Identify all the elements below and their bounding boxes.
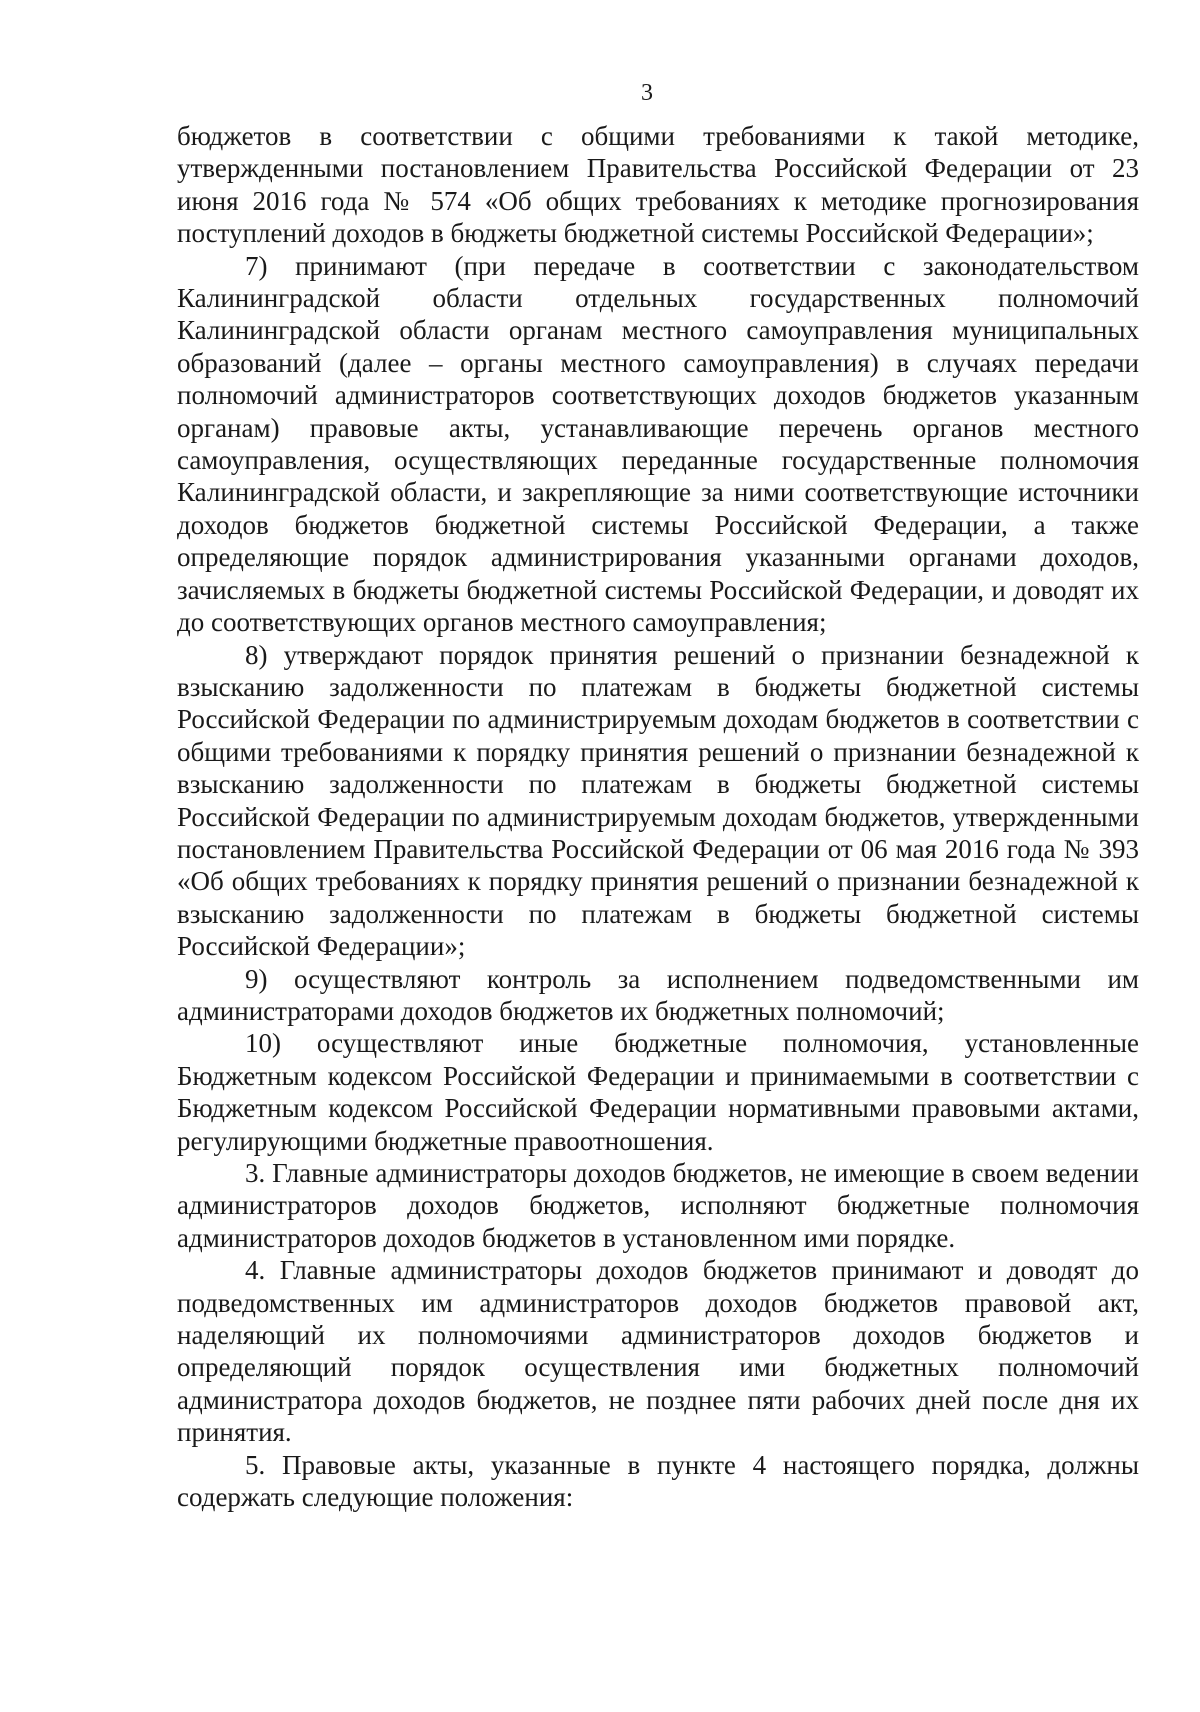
paragraph-item-10: 10) осуществляют иные бюджетные полномочия, установленные Бюджетным кодексом Российской Федерации и принимаемыми в соответствии с Бюджетным кодексом Российской Федерации нормативными правовыми актами, регулирующими бюджетные правоотношения. [177, 1028, 1139, 1156]
page-number: 3 [641, 80, 653, 106]
paragraph-point-4: 4. Главные администраторы доходов бюджетов принимают и доводят до подведомственных им администраторов доходов бюджетов правовой акт, наделяющий их полномочиями администраторов доходов бюджетов и определяющий порядок осуществления ими бюджетных полномочий администратора доходов бюджетов, не позднее пяти рабочих дней после дня их принятия. [177, 1255, 1139, 1448]
paragraph-item-7: 7) принимают (при передаче в соответствии с законодательством Калининградской области отдельных государственных полномочий Калининградской области органам местного самоуправления муниципальных образований (далее – органы местного самоуправления) в случаях передачи полномочий администраторов соответствующих доходов бюджетов указанным органам) правовые акты, устанавливающие перечень органов местного самоуправления, осуществляющих переданные государственные полномочия Калининградской области, и закрепляющие за ними соответствующие источники доходов бюджетов бюджетной системы Российской Федерации, а также определяющие порядок администрирования указанными органами доходов, зачисляемых в бюджеты бюджетной системы Российской Федерации, и доводят их до соответствующих органов местного самоуправления; [177, 250, 1139, 638]
paragraph-continuation: бюджетов в соответствии с общими требованиями к такой методике, утвержденными постановлением Правительства Российской Федерации от 23 июня 2016 года № 574 «Об общих требованиях к методике прогнозирования поступлений доходов в бюджеты бюджетной системы Российской Федерации»; [177, 121, 1139, 249]
paragraph-item-8: 8) утверждают порядок принятия решений о признании безнадежной к взысканию задолженности по платежам в бюджеты бюджетной системы Российской Федерации по администрируемым доходам бюджетов в соответствии с общими требованиями к порядку принятия решений о признании безнадежной к взысканию задолженности по платежам в бюджеты бюджетной системы Российской Федерации по администрируемым доходам бюджетов, утвержденными постановлением Правительства Российской Федерации от 06 мая 2016 года № 393 «Об общих требованиях к порядку принятия решений о признании безнадежной к взысканию задолженности по платежам в бюджеты бюджетной системы Российской Федерации»; [177, 639, 1139, 962]
paragraph-point-5: 5. Правовые акты, указанные в пункте 4 настоящего порядка, должны содержать следующие положения: [177, 1449, 1139, 1513]
paragraph-item-9: 9) осуществляют контроль за исполнением подведомственными им администраторами доходов бюджетов их бюджетных полномочий; [177, 963, 1139, 1026]
document-body [177, 120, 1139, 1513]
paragraph-point-3: 3. Главные администраторы доходов бюджетов, не имеющие в своем ведении администраторов доходов бюджетов, исполняют бюджетные полномочия администраторов доходов бюджетов в установленном ими порядке. [177, 1158, 1139, 1253]
